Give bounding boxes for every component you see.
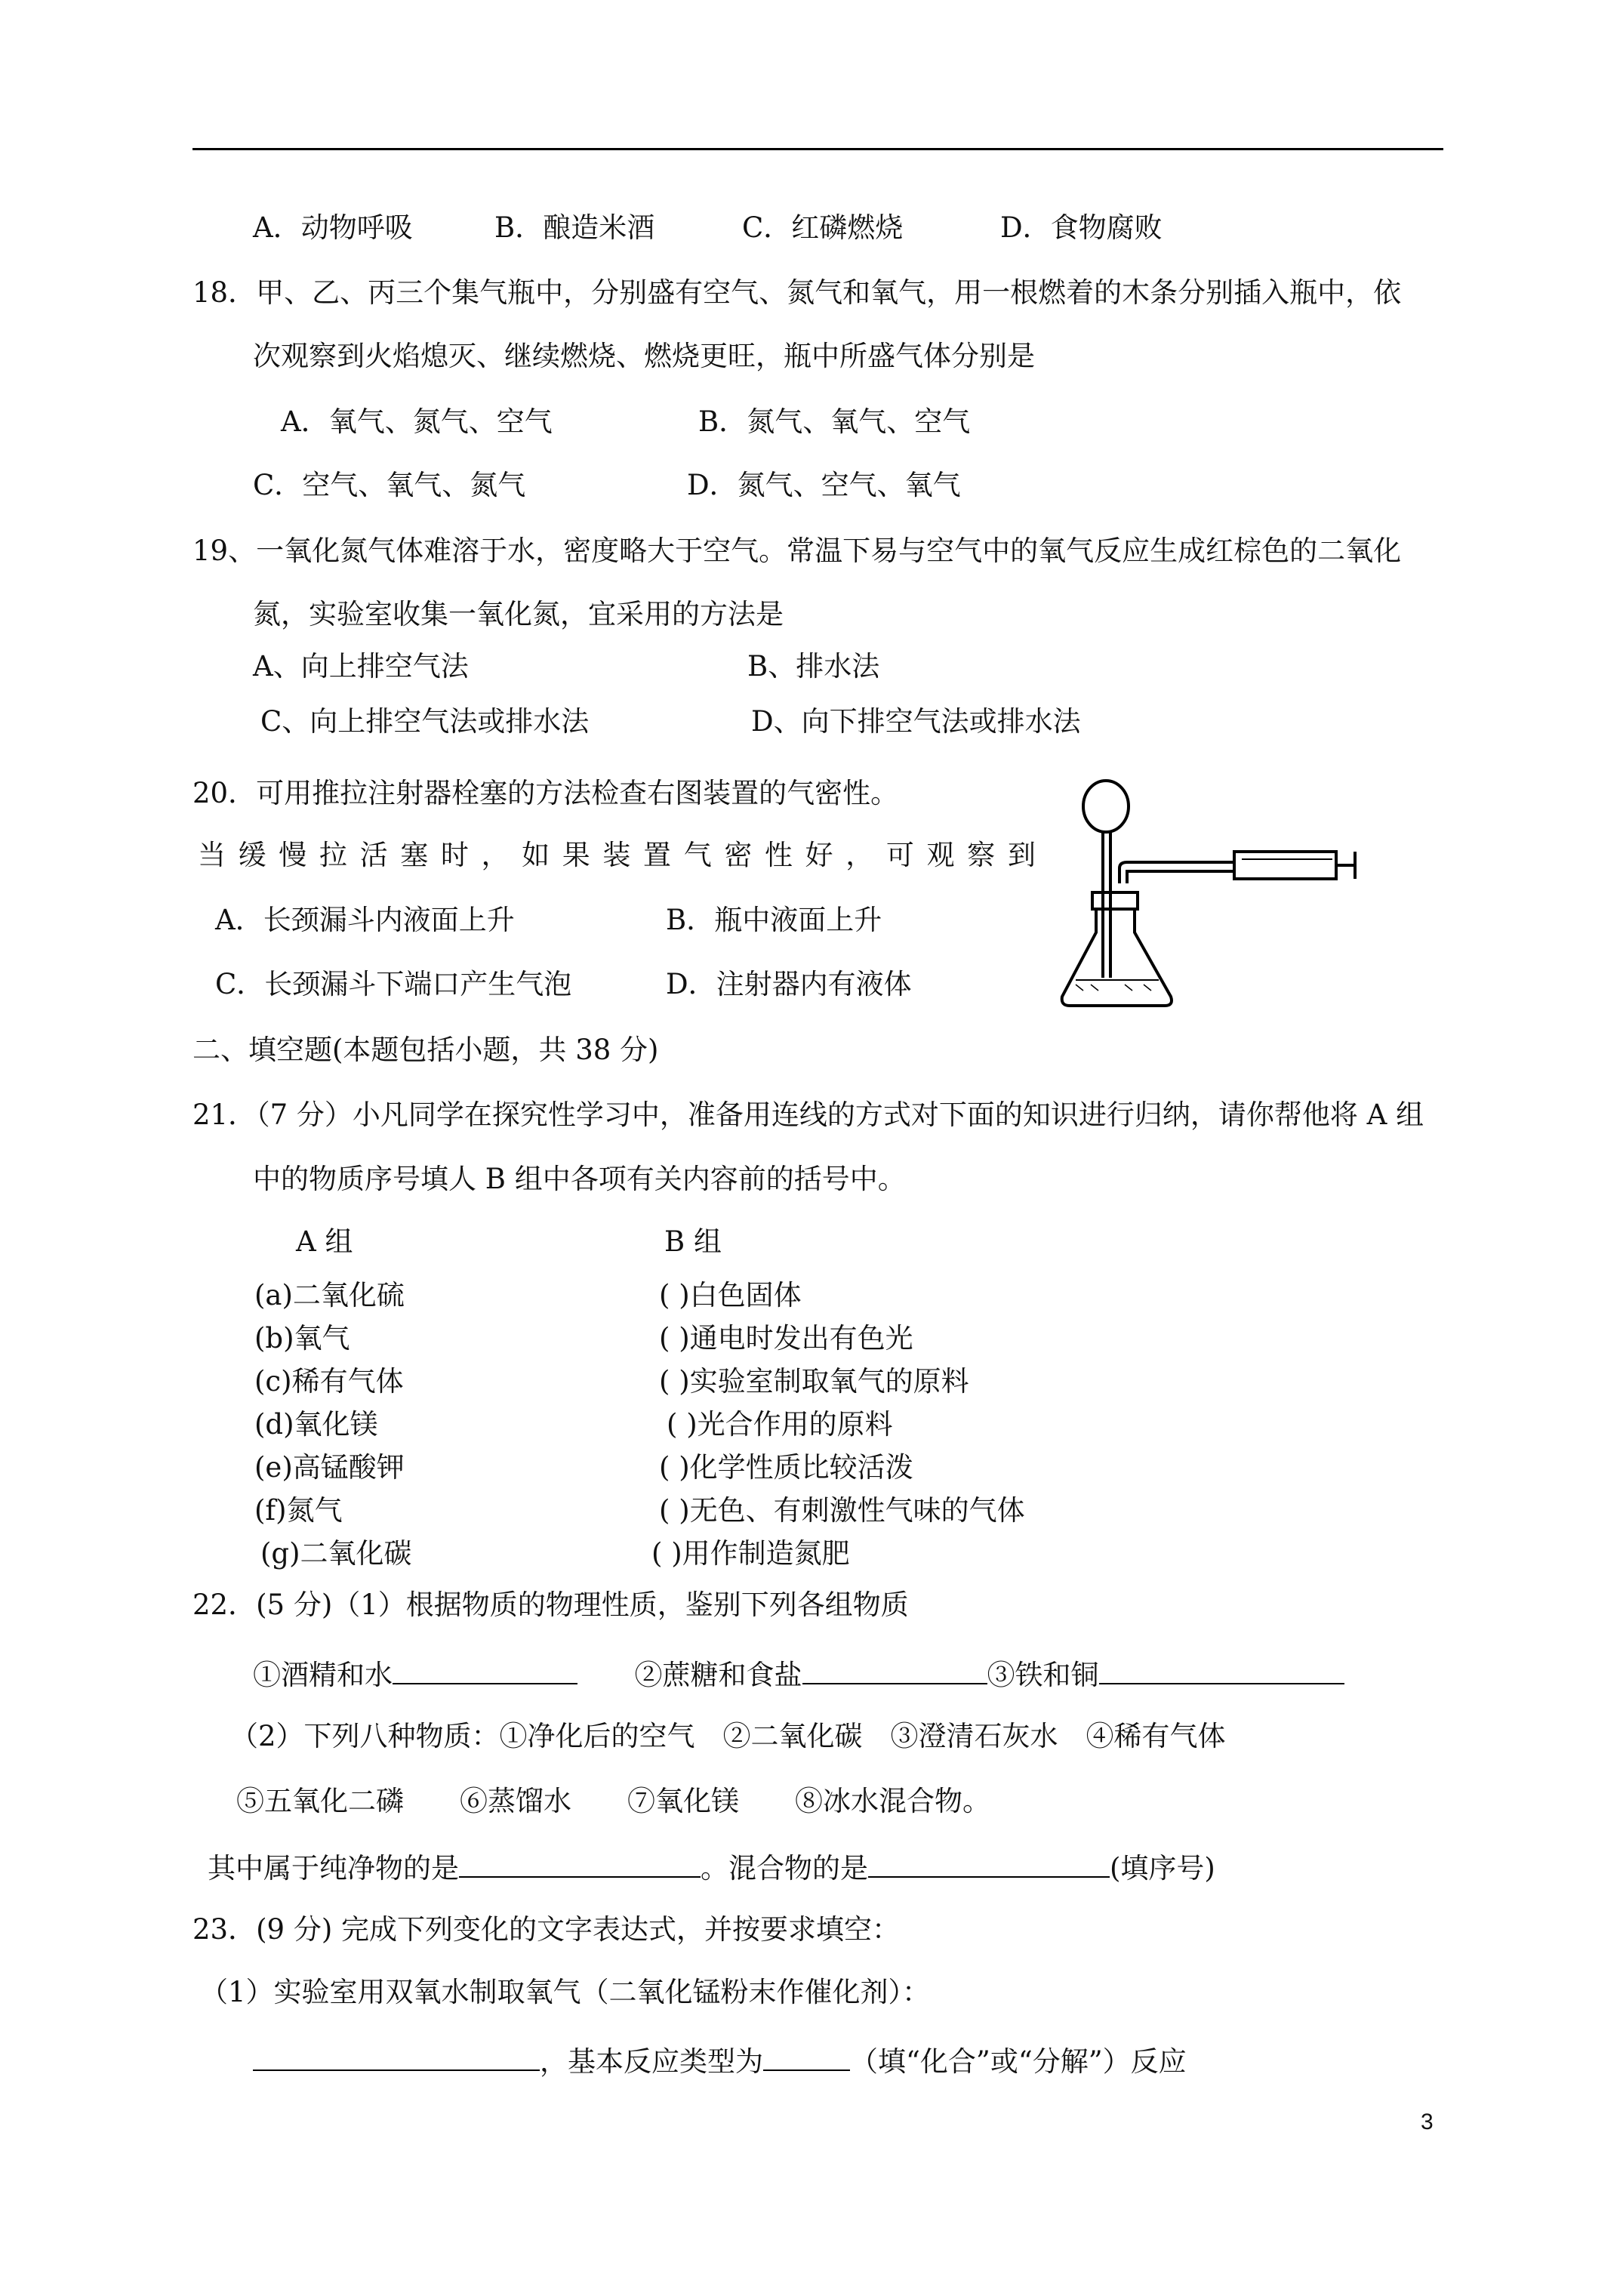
q22-stem-line1: 22．(5 分)（1）根据物质的物理性质，鉴别下列各组物质: [192, 1589, 909, 1621]
q22-pair1-label: ①酒精和水: [253, 1659, 393, 1691]
q19-stem-line2: 氮，实验室收集一氧化氮，宜采用的方法是: [253, 598, 784, 630]
group-b-heading: B 组: [664, 1225, 722, 1258]
q22-pair3-label: ③铁和铜: [987, 1659, 1099, 1691]
group-a-item: (a)二氧化硫: [254, 1279, 405, 1311]
reaction-type-label: ，基本反应类型为: [540, 2045, 763, 2078]
q20-stem-line2: 当 缓 慢 拉 活 塞 时 ， 如 果 装 置 气 密 性 好 ， 可 观 察 到: [198, 839, 1036, 871]
answer-blank[interactable]: [393, 1657, 577, 1684]
group-a-item: (d)氧化镁: [254, 1408, 378, 1441]
answer-blank[interactable]: [459, 1851, 701, 1878]
page-number: 3: [1421, 2110, 1434, 2134]
group-a-item: (b)氧气: [254, 1322, 350, 1354]
q20-stem-line1: 20．可用推拉注射器栓塞的方法检查右图装置的气密性。: [192, 777, 899, 809]
group-a-item: (f)氮气: [254, 1494, 343, 1527]
fill-note: (填序号): [1110, 1852, 1215, 1885]
q20-option-a: A．长颈漏斗内液面上升: [215, 904, 515, 936]
q17-option-c: C．红磷燃烧: [742, 211, 904, 244]
q17-option-a: A．动物呼吸: [253, 211, 413, 244]
group-a-item: (e)高锰酸钾: [254, 1451, 405, 1484]
q22-line4: ⑤五氧化二磷 ⑥蒸馏水 ⑦氧化镁 ⑧冰水混合物。: [236, 1785, 990, 1817]
group-b-item: ( )无色、有刺激性气味的气体: [659, 1494, 1025, 1527]
q17-option-d: D．食物腐败: [1000, 211, 1163, 244]
answer-blank[interactable]: [868, 1851, 1110, 1878]
pure-substance-label: 其中属于纯净物的是: [208, 1852, 459, 1885]
q22-line3: （2）下列八种物质：①净化后的空气 ②二氧化碳 ③澄清石灰水 ④稀有气体: [230, 1720, 1226, 1752]
q18-stem-line1: 18．甲、乙、丙三个集气瓶中，分别盛有空气、氮气和氧气，用一根燃着的木条分别插入瓶中，依: [192, 276, 1402, 309]
q18-option-c: C．空气、氧气、氮气: [253, 469, 526, 501]
q23-part1: （1）实验室用双氧水制取氧气（二氧化锰粉末作催化剂）：: [200, 1976, 931, 2008]
q22-line5: [208, 1851, 1215, 1885]
q22-line2: [253, 1657, 1344, 1689]
answer-blank[interactable]: [802, 1657, 987, 1684]
group-b-item: ( )用作制造氮肥: [651, 1537, 850, 1570]
group-b-item: ( )通电时发出有色光: [659, 1322, 913, 1354]
group-a-item: (g)二氧化碳: [260, 1537, 412, 1570]
q18-option-a: A．氧气、氮气、空气: [281, 405, 553, 438]
q19-option-a: A、向上排空气法: [253, 650, 469, 683]
q18-option-d: D．氮气、空气、氧气: [687, 469, 961, 501]
q20-option-d: D．注射器内有液体: [666, 968, 912, 1000]
section-heading: 二、填空题(本题包括小题，共 38 分): [192, 1034, 659, 1066]
reaction-type-note: （填“化合”或“分解”）反应: [850, 2045, 1187, 2078]
answer-blank[interactable]: [763, 2044, 850, 2071]
q20-option-b: B．瓶中液面上升: [666, 904, 882, 936]
q17-option-b: B．酿造米酒: [494, 211, 655, 244]
group-a-heading: A 组: [296, 1225, 353, 1258]
q23-stem-line1: 23．(9 分) 完成下列变化的文字表达式，并按要求填空：: [192, 1913, 901, 1946]
group-b-item: ( )化学性质比较活泼: [659, 1451, 913, 1484]
group-b-item: ( )光合作用的原料: [667, 1408, 893, 1441]
q20-option-c: C．长颈漏斗下端口产生气泡: [215, 968, 572, 1000]
q18-option-b: B．氮气、氧气、空气: [698, 405, 971, 438]
answer-blank[interactable]: [1099, 1657, 1344, 1684]
q19-stem-line1: 19、一氧化氮气体难溶于水，密度略大于空气。常温下易与空气中的氧气反应生成红棕色的二氧化: [192, 535, 1402, 567]
q19-option-c: C、向上排空气法或排水法: [260, 705, 590, 738]
q22-pair2-label: ②蔗糖和食盐: [634, 1659, 802, 1691]
group-a-item: (c)稀有气体: [254, 1365, 404, 1398]
apparatus-figure: [1053, 770, 1370, 1012]
answer-blank[interactable]: [253, 2044, 540, 2071]
header-rule: [192, 148, 1443, 150]
group-b-item: ( )实验室制取氧气的原料: [659, 1365, 969, 1398]
group-b-item: ( )白色固体: [659, 1279, 802, 1311]
q21-stem-line2: 中的物质序号填人 B 组中各项有关内容前的括号中。: [253, 1163, 906, 1195]
mixture-label: 。混合物的是: [701, 1852, 868, 1885]
q19-option-b: B、排水法: [747, 650, 880, 683]
q21-stem-line1: 21．（7 分）小凡同学在探究性学习中，准备用连线的方式对下面的知识进行归纳，请你帮他将 A 组: [192, 1099, 1424, 1131]
q19-option-d: D、向下排空气法或排水法: [751, 705, 1081, 738]
q23-answer-line: [253, 2044, 1187, 2076]
q18-stem-line2: 次观察到火焰熄灭、继续燃烧、燃烧更旺，瓶中所盛气体分别是: [253, 340, 1035, 372]
